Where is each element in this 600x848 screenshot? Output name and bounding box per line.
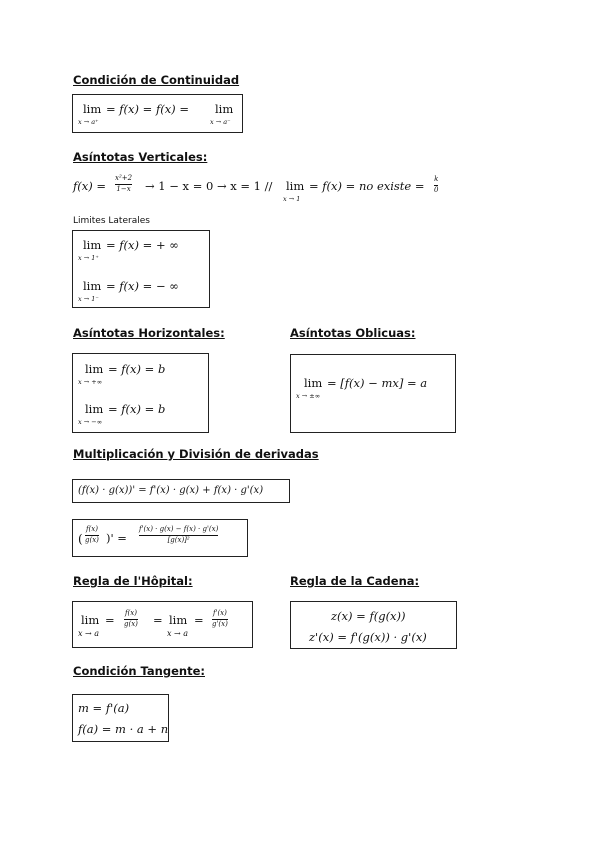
chain-rule-box: [290, 601, 457, 649]
horizontal-box: [72, 353, 209, 433]
zero-den: 0: [434, 185, 439, 194]
vertical-lim: lim: [286, 179, 305, 193]
heading-vertical: Asíntotas Verticales:: [73, 150, 208, 164]
open-paren: (: [78, 532, 83, 546]
sub-left: x → a⁺: [78, 118, 99, 126]
lhopital-sub-1: x → a: [78, 629, 100, 638]
k-num: k: [434, 175, 439, 183]
oblique-sub: x → ±∞: [296, 392, 321, 400]
division-rhs-fraction: [139, 526, 218, 544]
tangent-line-1: m = f'(a): [78, 701, 130, 715]
lhopital-box: [72, 601, 253, 648]
oblique-box: [290, 354, 456, 433]
lateral-lim-2: lim: [83, 279, 102, 293]
heading-lhopital: Regla de l'Hôpital:: [73, 574, 193, 588]
lhopital-sub-2: x → a: [167, 629, 189, 638]
horizontal-sub-2: x → −∞: [78, 418, 103, 426]
horizontal-sub-1: x → +∞: [78, 378, 103, 386]
product-rule: (f(x) · g(x))' = f'(x) · g(x) + f(x) · g'(x): [78, 485, 264, 496]
continuity-box: [72, 94, 243, 133]
lhopital-fraction-2: [212, 610, 228, 628]
tangent-box: [72, 694, 169, 742]
heading-lateral-limits: Limites Laterales: [73, 216, 150, 226]
horizontal-val-1: = f(x) = b: [108, 362, 166, 376]
division-rule-box: [72, 519, 248, 557]
division-lhs-den: g(x): [85, 535, 99, 544]
lim-right: lim: [215, 102, 234, 116]
lhopital-num-1: f(x): [124, 609, 137, 617]
vertical-num: x²+2: [115, 174, 133, 182]
division-lhs-tail: )' =: [106, 531, 127, 545]
sub-right: x → a⁻: [210, 118, 231, 126]
lhopital-eq-2: =: [153, 613, 163, 627]
lhopital-eq-3: =: [194, 613, 204, 627]
vertical-tail: = f(x) = no existe =: [309, 179, 425, 193]
lhopital-num-2: f'(x): [212, 609, 227, 617]
chain-line-1: z(x) = f(g(x)): [331, 609, 406, 623]
lhopital-lim-2: lim: [169, 613, 188, 627]
vertical-den: 1−x: [116, 184, 131, 193]
product-rule-box: [72, 479, 290, 503]
vertical-lhs: f(x) =: [73, 179, 107, 193]
heading-horizontal: Asíntotas Horizontales:: [73, 326, 225, 340]
vertical-fraction: [115, 175, 132, 193]
lateral-limits-box: [72, 230, 210, 308]
heading-products: Multiplicación y División de derivadas: [73, 447, 319, 461]
lhopital-den-1: g(x): [124, 619, 138, 628]
chain-line-2: z'(x) = f'(g(x)) · g'(x): [309, 630, 427, 644]
vertical-sub: x → 1: [283, 195, 301, 203]
horizontal-lim-1: lim: [85, 362, 104, 376]
division-lhs-fraction: [85, 526, 99, 544]
horizontal-val-2: = f(x) = b: [108, 402, 166, 416]
lhopital-eq-1: =: [105, 613, 115, 627]
horizontal-lim-2: lim: [85, 402, 104, 416]
division-lhs-num: f(x): [85, 525, 98, 533]
vertical-chain: → 1 − x = 0 → x = 1 //: [145, 179, 273, 193]
lhopital-den-2: g'(x): [212, 619, 228, 628]
lhopital-lim-1: lim: [81, 613, 100, 627]
lateral-sub-1: x → 1⁺: [78, 254, 99, 262]
lateral-sub-2: x → 1⁻: [78, 295, 99, 303]
lateral-lim-1: lim: [83, 238, 102, 252]
lateral-val-1: = f(x) = + ∞: [106, 238, 179, 252]
heading-continuity: Condición de Continuidad: [73, 73, 240, 87]
lhopital-fraction-1: [124, 610, 138, 628]
continuity-middle: = f(x) = f(x) =: [106, 102, 189, 116]
vertical-k-fraction: [434, 176, 438, 194]
heading-oblique: Asíntotas Oblicuas:: [290, 326, 416, 340]
oblique-lim: lim: [304, 376, 323, 390]
heading-chain: Regla de la Cadena:: [290, 574, 420, 588]
heading-tangent: Condición Tangente:: [73, 664, 205, 678]
division-rhs-num: f'(x) · g(x) − f(x) · g'(x): [139, 525, 219, 533]
division-rhs-den: [g(x)]²: [167, 535, 190, 544]
lateral-val-2: = f(x) = − ∞: [106, 279, 179, 293]
tangent-line-2: f(a) = m · a + n: [78, 722, 169, 736]
lim-left: lim: [83, 102, 102, 116]
oblique-val: = [f(x) − mx] = a: [327, 376, 428, 390]
